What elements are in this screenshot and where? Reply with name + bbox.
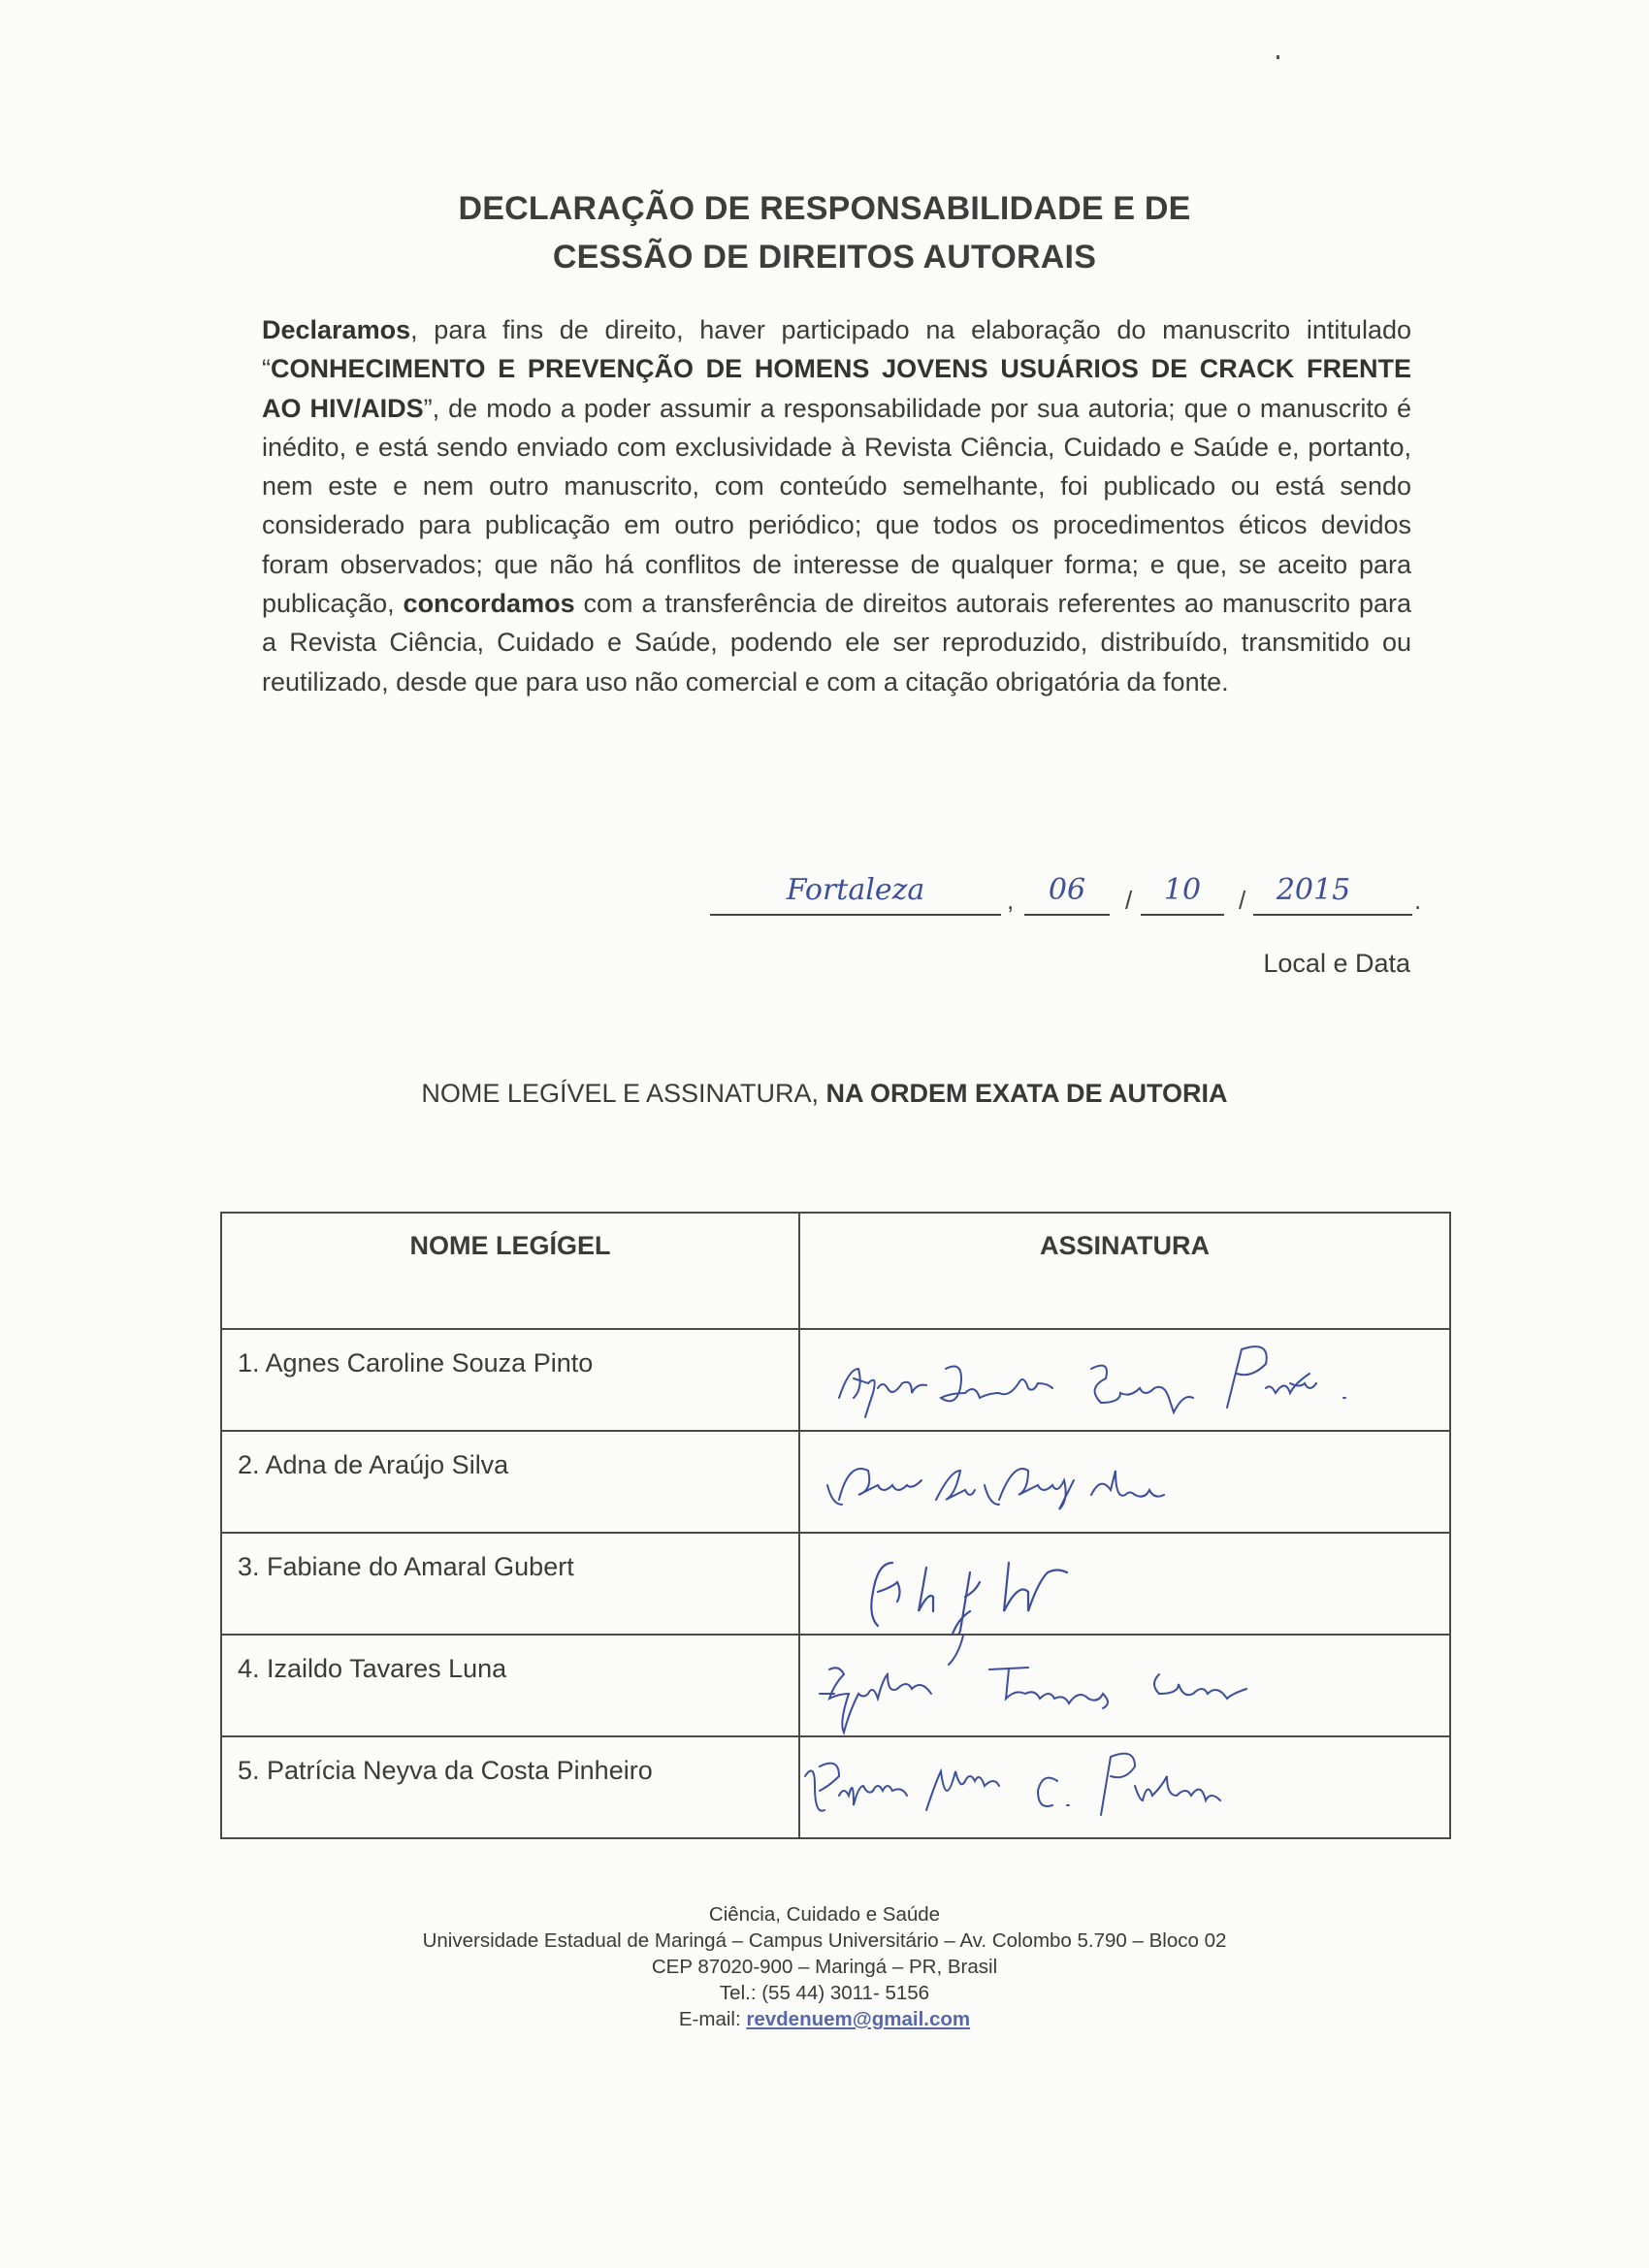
comma-separator: , bbox=[1007, 886, 1015, 915]
scan-speck bbox=[1277, 55, 1279, 59]
paragraph-part3: com a transferência de direitos autorais referentes ao manuscrito para a Revista Ciência, Cuidado e Saúde, podendo ele ser reproduzido, distribuído, transmitido ou reutilizado, desde que para uso não comercial e com a citação obrigatória da fonte. bbox=[262, 589, 1411, 697]
author-name: 2. Adna de Araújo Silva bbox=[238, 1450, 509, 1479]
signature-fabiane bbox=[800, 1534, 1449, 1634]
month-value: 10 bbox=[1163, 873, 1202, 907]
table-row bbox=[221, 1431, 1450, 1533]
signature-izaildo bbox=[800, 1636, 1449, 1735]
author-name: 4. Izaildo Tavares Luna bbox=[238, 1654, 507, 1683]
signature-scribble bbox=[800, 1534, 1450, 1634]
footer-journal-name: Ciência, Cuidado e Saúde bbox=[708, 1903, 941, 1926]
signature-scribble bbox=[800, 1432, 1450, 1532]
authors-table bbox=[220, 1212, 1451, 1839]
table-row bbox=[221, 1736, 1450, 1838]
day-value: 06 bbox=[1048, 873, 1086, 907]
paragraph-part1: , para fins de direito, haver participado na elaboração do manuscrito intitulado “ bbox=[262, 315, 1411, 384]
table-row bbox=[221, 1635, 1450, 1736]
signature-agnes bbox=[800, 1330, 1449, 1430]
header-signature: ASSINATURA bbox=[799, 1213, 1450, 1329]
order-label-bold: NA ORDEM EXATA DE AUTORIA bbox=[825, 1079, 1228, 1108]
period: . bbox=[1414, 886, 1422, 915]
table-header-row bbox=[221, 1213, 1450, 1329]
author-name: 1. Agnes Caroline Souza Pinto bbox=[238, 1348, 594, 1377]
author-name: 3. Fabiane do Amaral Gubert bbox=[238, 1552, 574, 1581]
authorship-order-instruction bbox=[0, 1079, 1649, 1109]
footer-cep: CEP 87020-900 – Maringá – PR, Brasil bbox=[651, 1956, 998, 1978]
email-label: E-mail: bbox=[678, 2008, 747, 2030]
author-name: 5. Patrícia Neyva da Costa Pinheiro bbox=[238, 1756, 653, 1785]
local-blank bbox=[710, 871, 1001, 916]
signature-scribble bbox=[800, 1737, 1450, 1837]
document-title-line2: CESSÃO DE DIREITOS AUTORAIS bbox=[552, 239, 1097, 275]
footer-phone: Tel.: (55 44) 3011- 5156 bbox=[719, 1982, 930, 2004]
local-date-line bbox=[710, 873, 1422, 922]
paragraph-part2: ”, de modo a poder assumir a responsabilidade por sua autoria; que o manuscrito é inédito, e está sendo enviado com exclusividade à Revista Ciência, Cuidado e Saúde e, portanto, nem este e nem outro manuscrito, com conteúdo semelhante, foi publicado ou está sendo considerado para publicação em outro periódico; que todos os procedimentos éticos devidos foram observados; que não há conflitos de interesse de qualquer forma; e que, se aceito para publicação, bbox=[262, 393, 1411, 619]
day-blank bbox=[1024, 871, 1110, 916]
slash-separator-1: / bbox=[1125, 886, 1133, 915]
table-row bbox=[221, 1533, 1450, 1635]
local-date-label: Local e Data bbox=[1263, 949, 1410, 978]
manuscript-title: CONHECIMENTO E PREVENÇÃO DE HOMENS JOVENS USUÁRIOS DE CRACK FRENTE AO HIV/AIDS bbox=[262, 354, 1411, 423]
order-label-normal: NOME LEGÍVEL E ASSINATURA, bbox=[421, 1079, 826, 1108]
email-link[interactable]: revdenuem@gmail.com bbox=[746, 2008, 971, 2030]
declaramos-bold: Declaramos bbox=[262, 315, 411, 344]
year-blank bbox=[1253, 871, 1412, 916]
header-name: NOME LEGÍGEL bbox=[221, 1213, 799, 1329]
month-blank bbox=[1141, 871, 1224, 916]
year-value: 2015 bbox=[1276, 873, 1351, 907]
local-value: Fortaleza bbox=[786, 873, 925, 907]
footer-email-line bbox=[0, 2006, 1649, 2032]
footer-address: Universidade Estadual de Maringá – Campus Universitário – Av. Colombo 5.790 – Bloco 02 bbox=[422, 1929, 1227, 1952]
signature-adna bbox=[800, 1432, 1449, 1532]
signature-patricia bbox=[800, 1737, 1449, 1837]
slash-separator-2: / bbox=[1239, 886, 1246, 915]
signature-scribble bbox=[800, 1330, 1450, 1430]
concordamos-bold: concordamos bbox=[403, 589, 575, 619]
document-title-line1: DECLARAÇÃO DE RESPONSABILIDADE E DE bbox=[458, 190, 1191, 227]
signature-scribble bbox=[800, 1636, 1450, 1735]
table-row bbox=[221, 1329, 1450, 1431]
declaration-paragraph bbox=[262, 310, 1411, 701]
